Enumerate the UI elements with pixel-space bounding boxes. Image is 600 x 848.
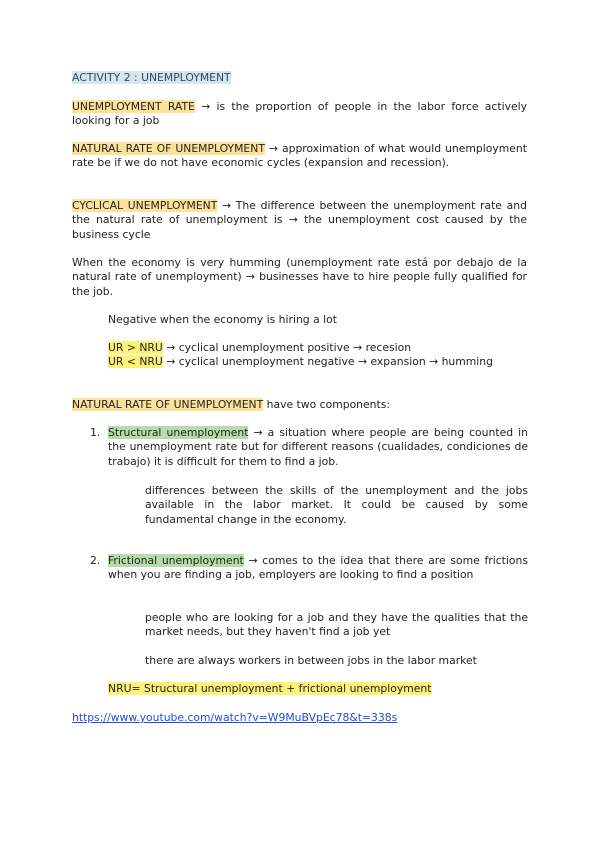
- definition-unemployment-rate: → is the proportion of people in the labor force actively looking for a job: [72, 100, 527, 128]
- text-structural: → a situation where people are being counted in the unemployment rate but for different reasons (cualidades, condiciones de trabajo) it is difficult for them to find a job.: [108, 426, 528, 468]
- cyclical-paragraph: [72, 199, 527, 242]
- frictional-note-1: people who are looking for a job and they have the qualities that the market needs, but they haven't find a job yet: [145, 611, 528, 639]
- structural-note: differences between the skills of the unemployment and the jobs available in the labor market. It could be caused by some fundamental change in the economy.: [145, 484, 528, 526]
- term-frictional: Frictional unemployment: [108, 554, 244, 567]
- components-intro-term: NATURAL RATE OF UNEMPLOYMENT: [72, 398, 264, 411]
- component-structural: [108, 426, 528, 469]
- humming-paragraph: When the economy is very humming (unemployment rate está por debajo de la natural rate of unemployment) → businesses have to hire people fully qualified for the job.: [72, 256, 527, 298]
- page-title: [72, 71, 527, 85]
- negative-note: Negative when the economy is hiring a lot: [108, 313, 337, 326]
- comparison-2: [108, 355, 528, 369]
- frictional-note-2: there are always workers in between jobs in the labor market: [145, 654, 477, 667]
- video-link-line: [72, 711, 527, 725]
- unemployment-rate-paragraph: [72, 100, 527, 129]
- list-number-2: 2.: [90, 554, 101, 567]
- component-frictional: [108, 554, 528, 583]
- comparison-1-text: → cyclical unemployment positive → recesion: [162, 341, 412, 354]
- definition-natural-rate: → approximation of what would unemployment rate be if we do not have economic cycles (expansion and recession).: [72, 142, 527, 170]
- term-structural: Structural unemployment: [108, 426, 249, 439]
- comparison-2-text: → cyclical unemployment negative → expansion → humming: [162, 355, 494, 368]
- term-cyclical: CYCLICAL UNEMPLOYMENT: [72, 199, 218, 212]
- comparison-1-term: UR > NRU: [108, 341, 163, 354]
- components-intro: [72, 398, 527, 412]
- text-frictional: → comes to the idea that there are some frictions when you are finding a job, employers are looking to find a position: [108, 554, 528, 582]
- comparison-2-term: UR < NRU: [108, 355, 163, 368]
- components-intro-text: have two components:: [263, 398, 391, 411]
- definition-cyclical: → The difference between the unemployment rate and the natural rate of unemployment is → the unemployment cost caused by the business cycle: [72, 199, 527, 241]
- list-number-1: 1.: [90, 426, 101, 439]
- formula: [108, 682, 528, 696]
- term-unemployment-rate: UNEMPLOYMENT RATE: [72, 100, 195, 113]
- youtube-link[interactable]: https://www.youtube.com/watch?v=W9MuBVpEc78&t=338s: [72, 711, 398, 724]
- comparison-1: [108, 341, 528, 355]
- natural-rate-paragraph: [72, 142, 527, 171]
- formula-text: NRU= Structural unemployment + frictional unemployment: [108, 682, 432, 695]
- term-natural-rate: NATURAL RATE OF UNEMPLOYMENT: [72, 142, 265, 155]
- title-text: ACTIVITY 2 : UNEMPLOYMENT: [72, 71, 231, 84]
